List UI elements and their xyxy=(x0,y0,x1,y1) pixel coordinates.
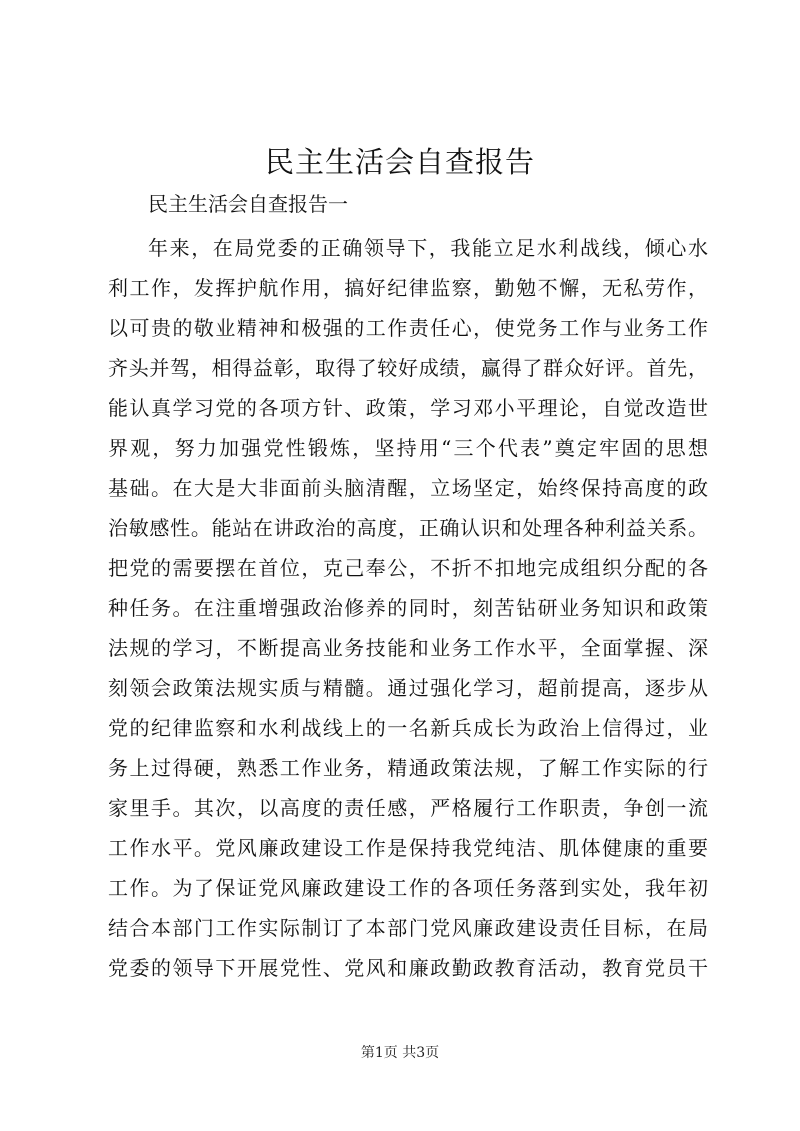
body-line: 工作。为了保证党风廉政建设工作的各项任务落到实处，我年初 xyxy=(108,876,708,900)
body-line: 党委的领导下开展党性、党风和廉政勤政教育活动，教育党员干 xyxy=(108,956,708,980)
document-subtitle: 民主生活会自查报告一 xyxy=(148,192,348,216)
body-line: 能认真学习党的各项方针、政策，学习邓小平理论，自觉改造世 xyxy=(108,396,708,420)
body-line: 刻领会政策法规实质与精髓。通过强化学习，超前提高，逐步从 xyxy=(108,676,708,700)
body-line: 法规的学习，不断提高业务技能和业务工作水平，全面掌握、深 xyxy=(108,636,708,660)
body-line: 务上过得硬，熟悉工作业务，精通政策法规，了解工作实际的行 xyxy=(108,756,708,780)
body-line: 把党的需要摆在首位，克己奉公，不折不扣地完成组织分配的各 xyxy=(108,556,708,580)
page-footer: 第1页 共3页 xyxy=(360,1045,440,1061)
document-body xyxy=(108,228,708,988)
document-title: 民主生活会自查报告 xyxy=(264,145,535,179)
body-line: 利工作，发挥护航作用，搞好纪律监察，勤勉不懈，无私劳作， xyxy=(108,276,708,300)
body-line: 党的纪律监察和水利战线上的一名新兵成长为政治上信得过，业 xyxy=(108,716,708,740)
body-line: 齐头并驾，相得益彰，取得了较好成绩，赢得了群众好评。首先， xyxy=(108,356,708,380)
body-line: 治敏感性。能站在讲政治的高度，正确认识和处理各种利益关系。 xyxy=(108,516,708,540)
body-line: 以可贵的敬业精神和极强的工作责任心，使党务工作与业务工作 xyxy=(108,316,708,340)
body-line: 工作水平。党风廉政建设工作是保持我党纯洁、肌体健康的重要 xyxy=(108,836,708,860)
body-line: 家里手。其次，以高度的责任感，严格履行工作职责，争创一流 xyxy=(108,796,708,820)
body-line: 基础。在大是大非面前头脑清醒，立场坚定，始终保持高度的政 xyxy=(108,476,708,500)
body-line: 结合本部门工作实际制订了本部门党风廉政建设责任目标，在局 xyxy=(108,916,708,940)
body-line: 种任务。在注重增强政治修养的同时，刻苦钻研业务知识和政策 xyxy=(108,596,708,620)
body-line: 界观，努力加强党性锻炼，坚持用“三个代表”奠定牢固的思想 xyxy=(108,436,708,460)
body-line: 年来，在局党委的正确领导下，我能立足水利战线，倾心水 xyxy=(148,236,708,260)
